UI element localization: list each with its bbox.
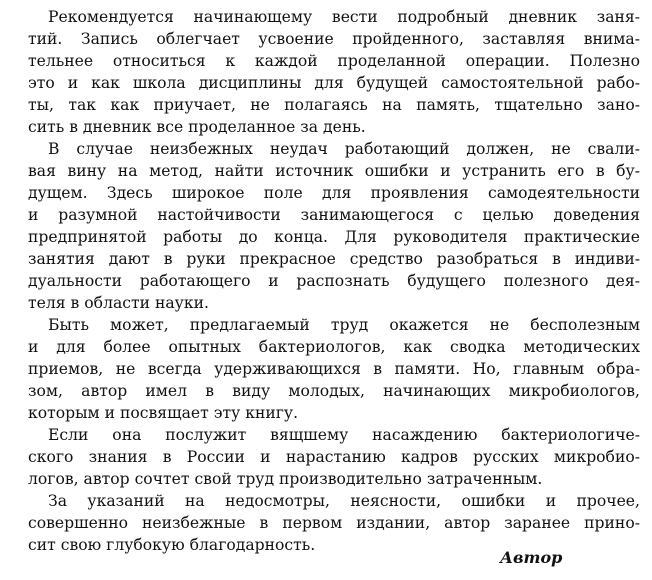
text-line: тий. Запись облегчает усвоение пройденного, заставляя внима- bbox=[28, 30, 640, 48]
text-line: дущем. Здесь широкое поле для проявления самодеятельности bbox=[28, 184, 640, 202]
text-line: вая вину на метод, найти источник ошибки и устранить его в бу- bbox=[28, 162, 640, 180]
text-line: совершенно неизбежные в первом издании, автор заранее прино- bbox=[28, 514, 640, 532]
paragraph bbox=[28, 490, 640, 556]
text-line: теля в области науки. bbox=[28, 294, 209, 312]
paragraph bbox=[28, 424, 640, 490]
text-line: предпринятой работы до конца. Для руководителя практические bbox=[28, 228, 640, 246]
text-line: приемов, не всегда удерживающихся в памяти. Но, главным обра- bbox=[28, 360, 640, 378]
text-line: логов, автор сочтет свой труд производительно затраченным. bbox=[28, 470, 543, 488]
paragraph bbox=[28, 314, 640, 424]
text-line: это и как школа дисциплины для будущей самостоятельной рабо- bbox=[28, 74, 640, 92]
text-line: которым и посвящает эту книгу. bbox=[28, 404, 299, 422]
paragraph bbox=[28, 6, 640, 138]
text-line: За указаний на недосмотры, неясности, ошибки и прочее, bbox=[48, 492, 640, 510]
text-line: Если она послужит вящшему насаждению бактериологиче- bbox=[48, 426, 640, 444]
text-line: и для более опытных бактериологов, как сводка методических bbox=[28, 338, 640, 356]
text-line: Быть может, предлагаемый труд окажется не бесполезным bbox=[48, 316, 640, 334]
paragraph bbox=[28, 138, 640, 314]
text-line: сить в дневник все проделанное за день. bbox=[28, 118, 366, 136]
text-line: Рекомендуется начинающему вести подробный дневник заня- bbox=[48, 8, 640, 26]
text-line: зом, автор имел в виду молодых, начинающих микробиологов, bbox=[28, 382, 640, 400]
text-line: ты, так как приучает, не полагаясь на память, тщательно зано- bbox=[28, 96, 640, 114]
text-line: ского знания в России и нарастанию кадров русских микробио- bbox=[28, 448, 640, 466]
text-line: В случае неизбежных неудач работающий должен, не свали- bbox=[48, 140, 640, 158]
text-line: занятия дают в руки прекрасное средство разобраться в индиви- bbox=[28, 250, 640, 268]
body-text bbox=[28, 6, 640, 556]
text-line: дуальности работающего и распознать будущего полезного дея- bbox=[28, 272, 640, 290]
author-signature: Автор bbox=[500, 548, 563, 567]
text-line: и разумной настойчивости занимающегося с целью доведения bbox=[28, 206, 640, 224]
text-line: тельнее относиться к каждой проделанной операции. Полезно bbox=[28, 52, 640, 70]
text-line: сит свою глубокую благодарность. bbox=[28, 536, 316, 554]
